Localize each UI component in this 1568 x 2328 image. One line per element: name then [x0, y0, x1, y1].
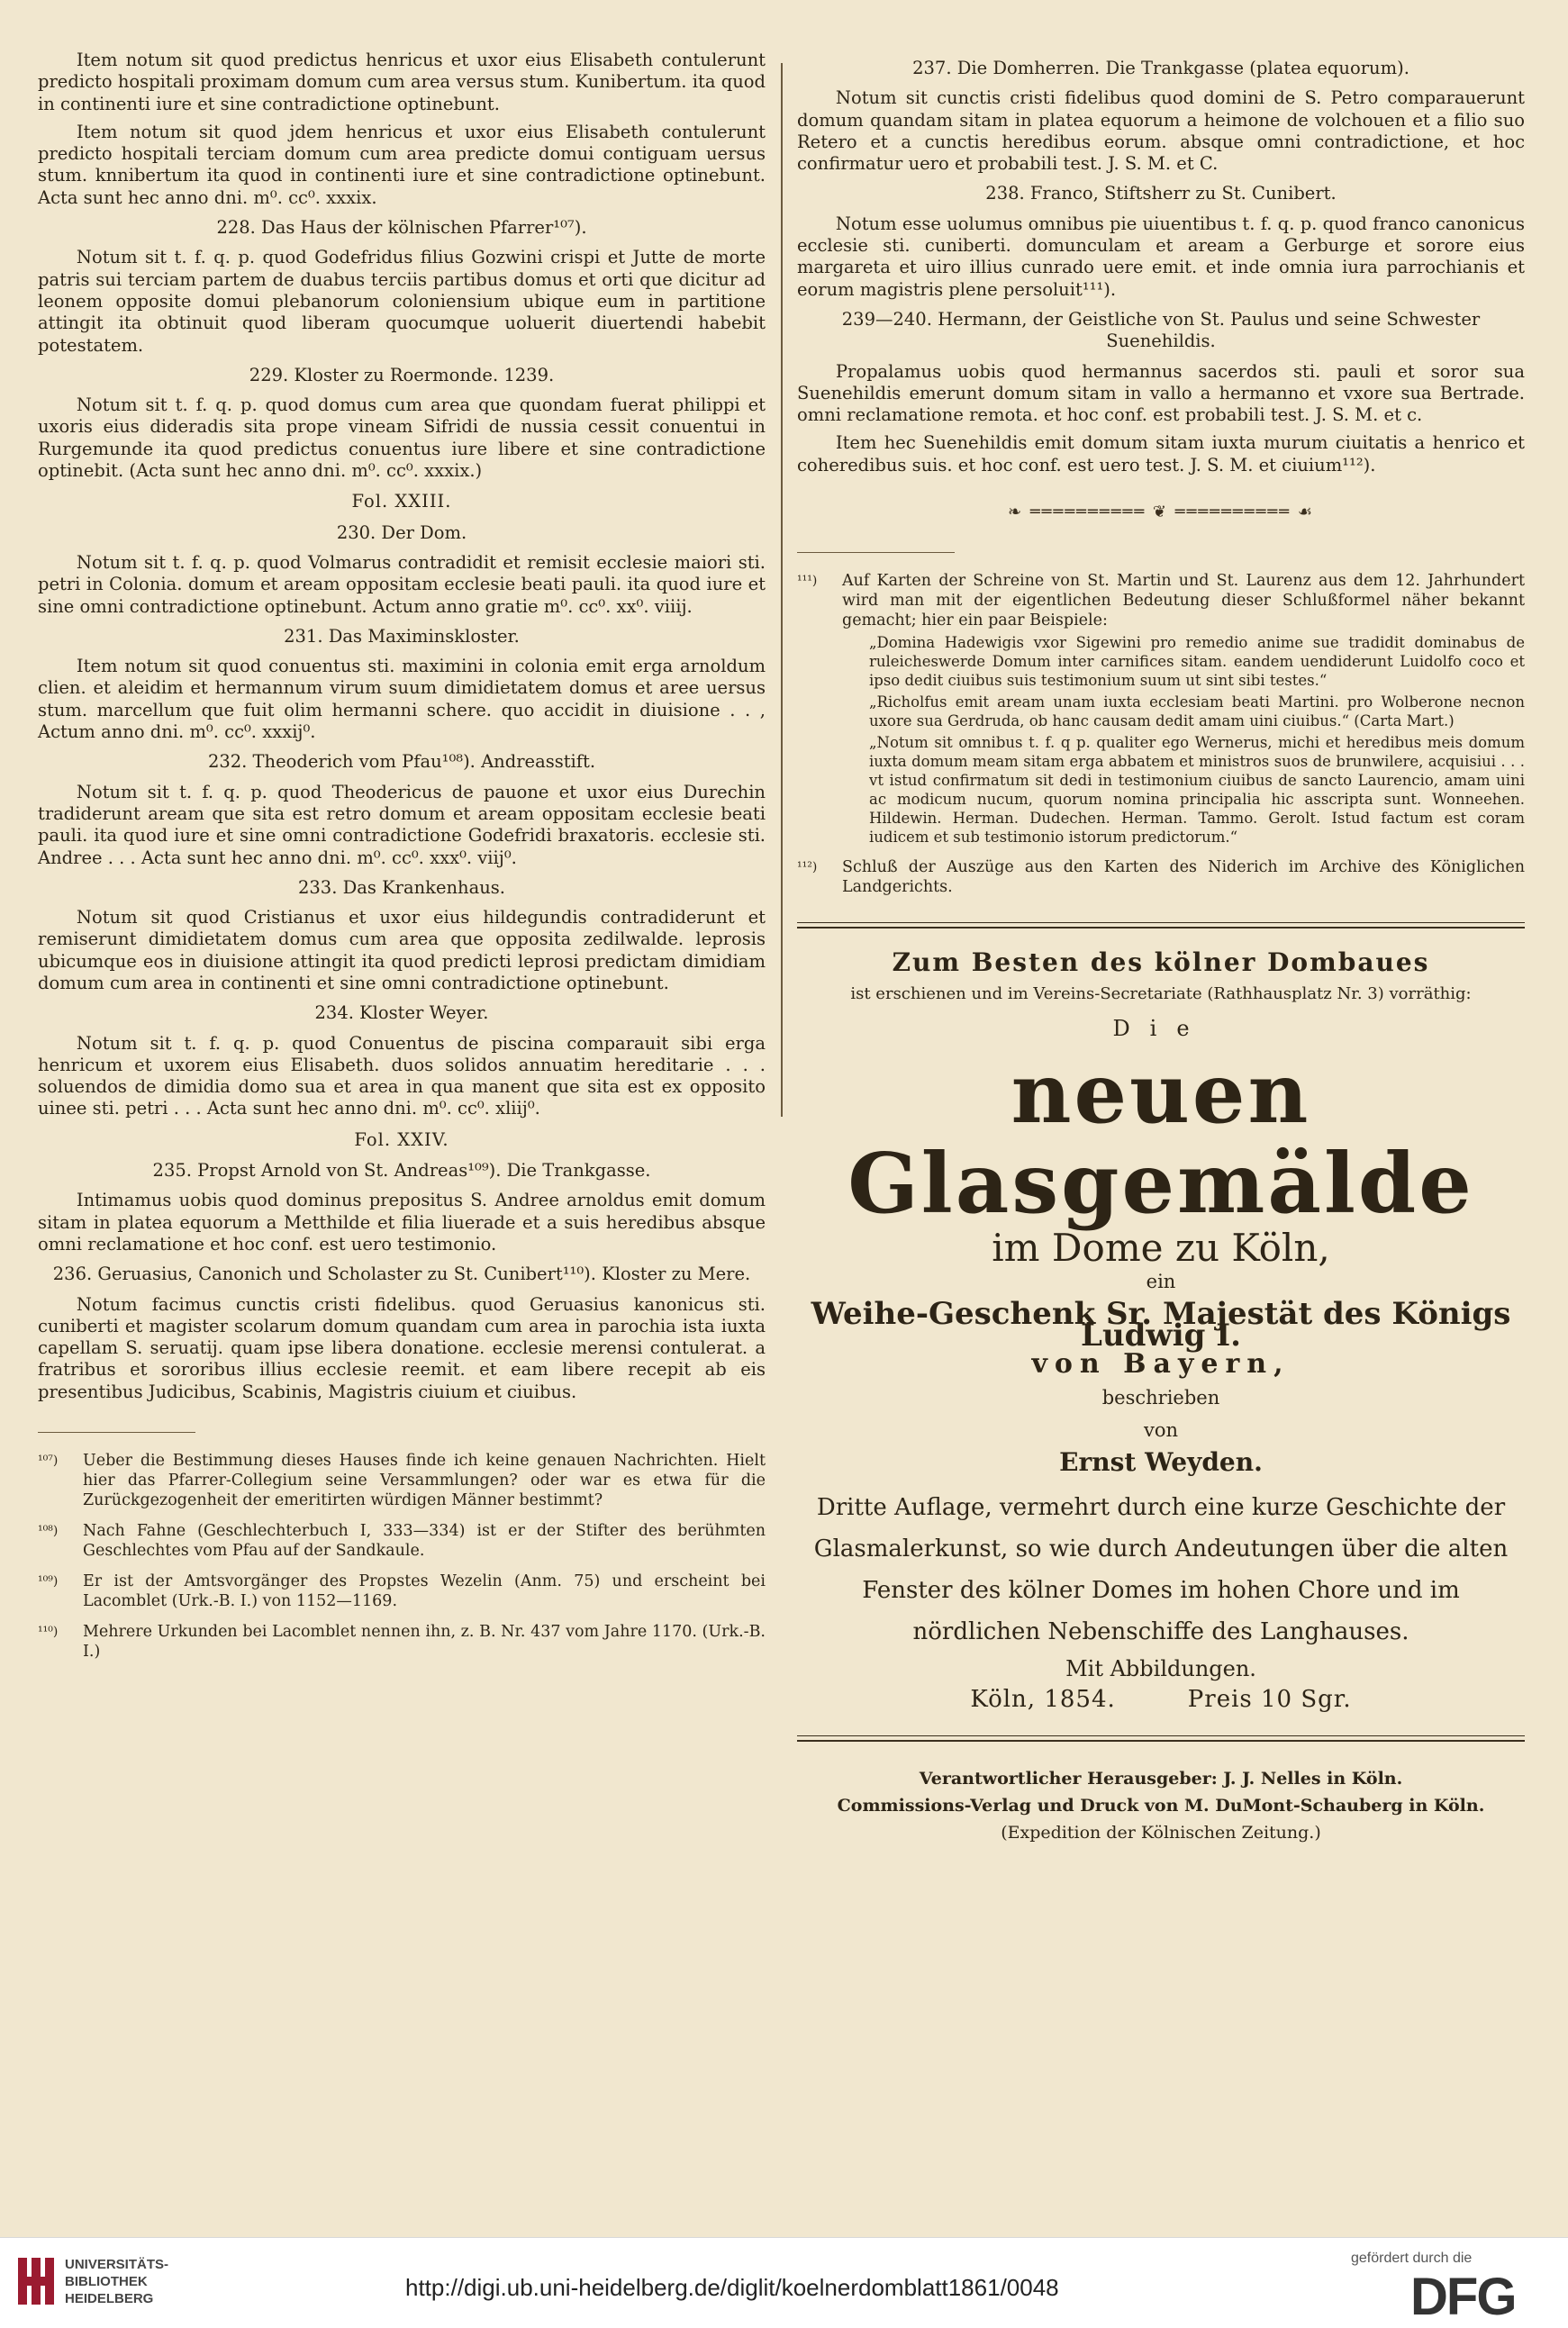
viewer-footer: [0, 2237, 1568, 2328]
entry-heading: 238. Franco, Stiftsherr zu St. Cunibert.: [985, 183, 1337, 204]
footnote-text: Auf Karten der Schreine von St. Martin und St. Laurenz aus dem 12. Jahrhundert wird man mit der eigentlichen Bedeutung dieser Schlußformel näher bekannt gemacht; hier ein paar Beispiele:: [842, 572, 1525, 630]
library-name-line: BIBLIOTHEK: [65, 2274, 148, 2289]
entry-heading: 233. Das Krankenhaus.: [297, 876, 506, 898]
footnote-text: Schluß der Auszüge aus den Karten des Niderich im Archive des Königlichen Landgerichts.: [842, 858, 1525, 897]
paragraph: Item notum sit quod conuentus sti. maximini in colonia emit erga arnoldum clien. et aleidim et hermannum virum suum dimidietatem domus et aree uersus stum. marcellum que fuit olim hermanni schere. quo accidit in diuisione . . , Actum anno dni. m⁰. cc⁰. xxxij⁰.: [38, 656, 766, 743]
ad-price: Preis 10 Sgr.: [1187, 1685, 1352, 1713]
right-column: [797, 50, 1525, 1846]
paragraph: Notum sit cunctis cristi fidelibus quod domini de S. Petro comparauerunt domum quandam sitam in platea equorum a heimone de volchouen et a filio suo Retero et a cunctis heredibus eorum. absque omni contradictione, et hoc confirmatur uero et probabili test. J. S. M. et C.: [797, 87, 1525, 175]
footnote: [38, 1622, 766, 1662]
dfg-logo[interactable]: DFG: [1410, 2268, 1516, 2326]
entry-heading: 229. Kloster zu Roermonde. 1239.: [249, 364, 555, 385]
ad-illustrations-note: Mit Abbildungen.: [1065, 1655, 1256, 1681]
paragraph: Item notum sit quod predictus henricus et uxor eius Elisabeth contulerunt predicto hospitali proximam domum cum area versus stum. Kunibertum. ita quod in continenti iure et sine contradictione optinebunt.: [38, 50, 766, 114]
imprint: [797, 1765, 1525, 1846]
ad-article: Die: [1112, 1015, 1210, 1041]
footnote: [38, 1451, 766, 1510]
footnote-marker: ¹⁰⁸): [38, 1524, 59, 1539]
entry-heading: 235. Propst Arnold von St. Andreas¹⁰⁹). Die Trankgasse.: [152, 1160, 651, 1182]
library-name: [65, 2256, 168, 2307]
paragraph: Notum sit t. f. q. p. quod domus cum area que quondam fuerat philippi et uxoris eius dideradis sita prope vineam Sifridi de nussia cessit conuentui in Rurgemunde ita quod predictus conuentus iure libere et sine contradictione optinebit. (Acta sunt hec anno dni. m⁰. cc⁰. xxxix.): [38, 394, 766, 482]
permalink[interactable]: http://digi.ub.uni-heidelberg.de/diglit/koelnerdomblatt1861/0048: [405, 2274, 1059, 2301]
library-logo-icon: [18, 2258, 54, 2305]
imprint-expedition: (Expedition der Kölnischen Zeitung.): [1001, 1823, 1321, 1843]
paragraph: Notum sit t. f. q. p. quod Godefridus filius Gozwini crispi et Jutte de morte patris sui terciam partem de duabus terciis partibus domus et orti que dicitur ad leonem opposite domui plebanorum coloniensium ubique eum in partitione attingit ita obtinuit quod liberam quocumque uoluerit diuertendi habebit potestatem.: [38, 247, 766, 356]
library-name-line: HEIDELBERG: [65, 2291, 154, 2306]
paragraph: Intimamus uobis quod dominus prepositus S. Andree arnoldus emit domum sitam in platea equorum a Metthilde et filia liuerade et a suis heredibus absque omni reclamatione et hoc conf. est uero testimonio.: [38, 1190, 766, 1255]
ad-publication-line: [797, 1685, 1525, 1713]
paragraph: Propalamus uobis quod hermannus sacerdos sti. pauli et soror sua Suenehildis emerunt domum sitam in vallo a hermanno et vxore sua Bertrade. omni reclamatione remota. et hoc conf. est probabili test. J. S. M. et c.: [797, 360, 1525, 426]
entry-heading: 236. Geruasius, Canonich und Scholaster zu St. Cunibert¹¹⁰). Kloster zu Mere.: [52, 1264, 751, 1285]
entry-heading: 231. Das Maximinskloster.: [284, 625, 520, 647]
entry-heading: 234. Kloster Weyer.: [314, 1002, 489, 1024]
footnote-text: Nach Fahne (Geschlechterbuch I, 333—334) ist er der Stifter des berühmten Geschlechtes vom Pfau auf der Sandkaule.: [83, 1522, 766, 1561]
paragraph: Notum sit t. f. q. p. quod Volmarus contradidit et remisit ecclesie maiori sti. petri in Colonia. domum et aream oppositam ecclesie beati pauli. ita quod iure et sine omni contradictione optinebunt. Actum anno gratie m⁰. cc⁰. xx⁰. viiij.: [38, 551, 766, 617]
ad-dedication: Weihe-Geschenk Sr. Majestät des Königs Ludwig I.: [811, 1295, 1511, 1354]
footnote-divider: [38, 1432, 195, 1433]
paragraph: Item notum sit quod jdem henricus et uxor eius Elisabeth contulerunt predicto hospitali terciam domum cum area predicte domui contiguam uersus stum. knnibertum ita quod in continenti iure et sine contradictione optinebunt. Acta sunt hec anno dni. m⁰. cc⁰. xxxix.: [38, 121, 766, 208]
footnote-marker: ¹⁰⁷): [38, 1454, 59, 1469]
ad-description: Dritte Auflage, vermehrt durch eine kurze Geschichte der Glasmalerkunst, so wie durch Andeutungen über die alten Fenster des kölner Domes im hohen Chore und im nördlichen Nebenschiffe des Langhauses.: [813, 1493, 1509, 1645]
footnote-marker: ¹⁰⁹): [38, 1574, 59, 1590]
footnote-text: Ueber die Bestimmung dieses Hauses finde ich keine genauen Nachrichten. Hielt hier das Pfarrer-Collegium seine Versammlungen? oder war es etwa für die Zurückgezogenheit der emeritirten würdigen Männer bestimmt?: [83, 1452, 766, 1510]
paragraph: Notum facimus cunctis cristi fidelibus. quod Geruasius kanonicus sti. cuniberti et magister scolarum domum quandam cum area in parochia ista iuxta capellam S. seruatij. quam ipse libera donatione. ecclesie merensi contulerat. a fratribus et sororibus illius ecclesie reemit. et eam libere recepit ab eis presentibus Judicibus, Scabinis, Magistris ciuium et ciuibus.: [38, 1293, 766, 1402]
footnote-marker: ¹¹¹): [797, 574, 818, 589]
footnote-marker: ¹¹⁰): [38, 1625, 59, 1640]
footnote-quote: „Richolfus emit aream unam iuxta ecclesiam beati Martini. pro Wolberone necnon uxore sua Gerdruda, ob hanc causam dedit amam uini ciuibus.“ (Carta Mart.): [869, 693, 1525, 730]
footnote: [797, 857, 1525, 897]
ad-subtitle: ist erschienen und im Vereins-Secretariate (Rathhausplatz Nr. 3) vorräthig:: [850, 983, 1472, 1003]
paragraph: Notum esse uolumus omnibus pie uiuentibus t. f. q. p. quod franco canonicus ecclesie sti. cuniberti. domunculam et aream a Gerburge et sorore eius margareta et uiro illius cunrado uere emit. et inde omnia iura parrochianis et eorum magistris plene persoluit¹¹¹).: [797, 213, 1525, 300]
paragraph: Item hec Suenehildis emit domum sitam iuxta murum ciuitatis a henrico et coheredibus suis. et hoc conf. est uero test. J. S. M. et ciuium¹¹²).: [797, 432, 1525, 476]
column-divider: [781, 63, 783, 1117]
section-divider: [797, 922, 1525, 928]
footnote-text: Mehrere Urkunden bei Lacomblet nennen ihn, z. B. Nr. 437 vom Jahre 1170. (Urk.-B. I.): [83, 1623, 766, 1662]
ad-title: Zum Besten des kölner Dombaues: [892, 947, 1430, 978]
sponsor-label: gefördert durch die: [1351, 2251, 1473, 2266]
footnote: [38, 1572, 766, 1611]
folio-heading: Fol. XXIV.: [354, 1128, 449, 1150]
footnote-quote: „Domina Hadewigis vxor Sigewini pro remedio anime sue tradidit dominabus de ruleicheswerde Domum inter carnifices sitam. eandem uendiderunt Luidolfo coco et ipso dedit ciuibus suis testimonium suum ut sint sibi testes.“: [869, 634, 1525, 690]
ad-location: im Dome zu Köln,: [992, 1226, 1330, 1271]
ad-word: ein: [1146, 1270, 1176, 1292]
ad-word: von: [1143, 1419, 1179, 1442]
section-divider: [797, 1735, 1525, 1742]
paragraph: Notum sit quod Cristianus et uxor eius hildegundis contradiderunt et remiserunt dimidietatem domus cum area que opposita zedilwalde. leprosis ubicumque eos in diuisione attingit ita quod predicti leprosi predictam dimidiam domum cum area in continenti et sine omni contradictione optinebunt.: [38, 907, 766, 993]
ad-city-year: Köln, 1854.: [970, 1685, 1116, 1713]
entry-heading: 239—240. Hermann, der Geistliche von St. Paulus und seine Schwester Suenehildis.: [841, 308, 1481, 352]
ad-author: Ernst Weyden.: [1059, 1447, 1263, 1478]
library-name-line: UNIVERSITÄTS-: [65, 2257, 169, 2272]
entry-heading: 237. Die Domherren. Die Trankgasse (platea equorum).: [912, 58, 1409, 78]
footnote-divider: [797, 552, 955, 553]
ad-dedication-place: von Bayern,: [1031, 1348, 1291, 1381]
footnote-marker: ¹¹²): [797, 860, 818, 875]
ornament-divider: ❧ ══════════ ❦ ══════════ ☙: [1008, 503, 1314, 522]
imprint-publisher: Commissions-Verlag und Druck von M. DuMont-Schauberg in Köln.: [837, 1796, 1485, 1816]
entry-heading: 230. Der Dom.: [336, 521, 467, 543]
left-column: [38, 50, 766, 1672]
imprint-editor: Verantwortlicher Herausgeber: J. J. Nelles in Köln.: [919, 1769, 1403, 1789]
footnote-text: Er ist der Amtsvorgänger des Propstes Wezelin (Anm. 75) und erscheint bei Lacomblet (Urk.-B. I.) von 1152—1169.: [83, 1572, 766, 1611]
ad-word: beschrieben: [1101, 1386, 1220, 1409]
paragraph: Notum sit t. f. q. p. quod Conuentus de piscina comparauit sibi erga henricum et uxorem eius Elisabeth. duos solidos annuatim hereditarie . . . soluendos de dimidia domo sua et area in qua manent que sita est ex opposito uinee sti. petri . . . Acta sunt hec anno dni. m⁰. cc⁰. xliij⁰.: [38, 1032, 766, 1119]
ad-headline: neuen Glasgemälde: [847, 1045, 1474, 1233]
footnote-quote: „Notum sit omnibus t. f. q p. qualiter ego Wernerus, michi et heredibus meis domum iuxta domum meam sitam erga abbatem et ministros suos de brunwilere, acquisiui . . . vt istud confirmatum sit dedi in testimonium ciuibus de sancto Laurencio, amam uini ac modicum nucum, quorum nomina principalia hic asscripta sunt. Wonneehen. Hildewin. Herman. Dudechen. Herman. Tammo. Gerolt. Istud factum est coram iudicem et sub testimonio istorum predictorum.“: [869, 734, 1525, 847]
entry-heading: 228. Das Haus der kölnischen Pfarrer¹⁰⁷).: [216, 217, 587, 239]
footnote: [38, 1521, 766, 1561]
entry-heading: 232. Theoderich vom Pfau¹⁰⁸). Andreasstift.: [207, 751, 596, 773]
folio-heading: Fol. XXIII.: [351, 491, 452, 512]
paragraph: Notum sit t. f. q. p. quod Theodericus de pauone et uxor eius Durechin tradiderunt aream que sita est retro domum et aream oppositam ecclesie beati pauli. ita quod iure et sine omni contradictione Godefridi braxatoris. ecclesie sti. Andree . . . Acta sunt hec anno dni. m⁰. cc⁰. xxx⁰. viij⁰.: [38, 781, 766, 868]
advertisement: [797, 947, 1525, 1713]
footnote: [797, 571, 1525, 847]
